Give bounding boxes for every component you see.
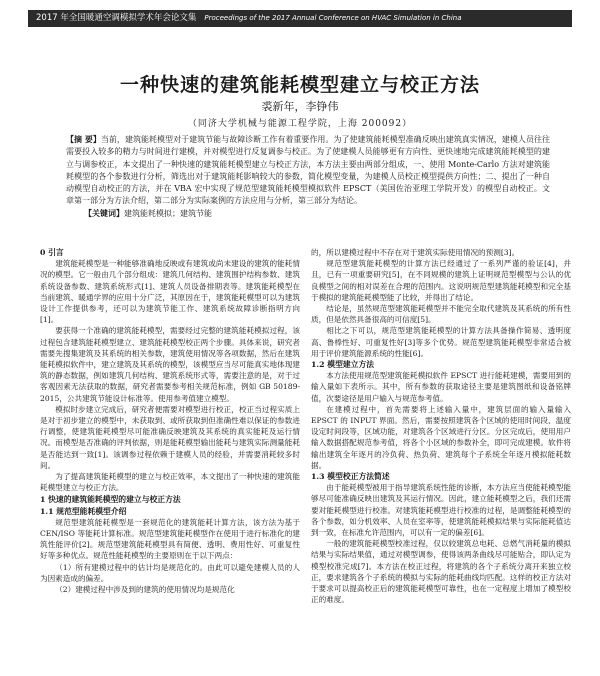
paragraph: （2）建模过程中涉及到的建筑的使用情况均是规范化 [55,585,235,595]
subsection-heading: 1.1 规范型能耗模型介绍 [40,506,127,516]
left-column [40,247,300,595]
authors: 裘新年，李铮伟 [261,100,339,113]
paragraph: 一般的建筑能耗模型校准过程，仅以较建筑总电耗、总燃气消耗量的模拟结果与实际结果值，通过对模型调参，使得该两条曲线尽可能贴合，即认定为模型校准完成[7]。本方法在校正过程，将建筑的各个子系统分离开来独立校正，要求建筑各个子系统的模拟与实际的能耗曲线均匹配。这样的校正方法对于要求可以提高校正后的建筑能耗模型可靠性，也在一定程度上增加了模型校正的难度。 [311,539,571,605]
paragraph: 模拟时步建立完成后，研究者便需要对模型进行校正，校正当过程实质上是对于初步建立的模型中，未获取到、或所获取到但准确性难以保证的参数进行调整，使建筑能耗模型尽可能准确反映建筑及其系统的真实能耗及运行情况。而模型是否准确的评判依据，则是能耗模型输出能耗与建筑实际测量能耗是否能达到一致[1]。该调参过程依赖于建模人员的经验，并需要消耗较多时间。 [40,404,300,470]
header-right: Proceedings of the 2017 Annual Conference on HVAC Simulation in China [204,14,462,22]
paragraph: 本方法使用规范型建筑能耗模拟软件 EPSCT 进行能耗建模，需要用到的输入量如下表所示。其中，所有参数的获取途径主要是建筑图纸和设备铭牌值，次要途径是用户输入与规范参考值。 [311,371,571,403]
right-column [311,247,571,606]
header-left: 2017 年全国暖通空调模拟学术年会论文集 [36,13,197,23]
paragraph: 规范型建筑能耗模型是一套规范化的建筑能耗计算方法，该方法为基于 CEN/ISO 等能耗计算标准。规范型建筑能耗模型作在使用于进行标准化的建筑性能评价[2]。规范型建筑能耗模型具有简便、透明、费用性好、可重复性好等多种优点。规范性能耗模型的主要原则在于以下两点： [40,517,300,561]
abstract-label: 【摘 要】 [66,134,101,144]
keywords-label: 【关键词】 [84,208,124,218]
paragraph: （1）所有建模过程中的估计均是规范化的。由此可以避免建模人员的人为因素造成的偏差。 [40,562,300,583]
section-heading: 1 快速的建筑能耗模型的建立与校正方法 [40,495,181,505]
paragraph: 建筑能耗模型是一种能够准确地反映或有建筑或尚未建设的建筑的能耗情况的模型。它一般由几个部分组成：建筑几何结构、建筑围护结构参数、建筑系统设备参数、建筑系统形式[1]、建筑人员设备排期表等。建筑能耗模型在当前建筑、暖通学界的应用十分广泛，其原因在于，建筑能耗模型可以为建筑设计工作提供参考，还可以为建筑节能工作、建筑系统故障诊断指明方向[1]。 [40,259,300,325]
subsection-heading: 1.2 模型建立方法 [311,360,375,370]
keywords-text: 建筑能耗模拟；建筑节能 [124,209,212,218]
paper-title: 一种快速的建筑能耗模型建立与校正方法 [119,74,480,96]
keywords [84,208,212,219]
abstract [66,133,550,208]
abstract-text: 当前，建筑能耗模型对于建筑节能与故障诊断工作有着重要作用。为了使建筑能耗模型准确反映出建筑真实情况，建模人员往往需要投入较多的精力与时间进行建模，并对模型进行反复调参与校正。为了使建模人员能够更有方向性、更快速地完成建筑能耗模型的建立与调参校正，本文提出了一种快速的建筑能耗模型建立与校正方法，本方法主要由两部分组成，一、使用 Monte-Carlo 方法对建筑能耗模型的各个参数进行分析，筛选出对于建筑能耗影响较大的参数，简化模型变量，为建模人员校正模型提供方向性；二、提出了一种自动模型自动校正的方法，并在 VBA 宏中实现了规范型建筑能耗模型模拟软件 EPSCT（美国佐治亚理工学院开发）的模型自动校正。文章第一部分为方法介绍，第二部分为实际案例的方法应用与分析，第三部分为结论。 [66,135,550,206]
paragraph: 的，所以建模过程中不存在对于建筑实际使用情况的预测[3]。 [311,248,520,257]
paragraph: 结论是，虽然规范型建筑能耗模型并不能完全取代建筑及其系统的所有性质，但是依然具备很高的可信度[5]。 [311,304,571,325]
paragraph: 要获得一个准确的建筑能耗模型，需要经过完整的建筑能耗模拟过程，该过程包含建筑能耗模型建立、建筑能耗模型校正两个步骤。具体来说，研究者需要先搜集建筑及其系统的相关参数，建筑使用情况等各项数据，然后在建筑能耗模拟软件中，建立建筑及其系统的模型，该模型应当尽可能真实地体现建筑的静态数据，例如建筑几何结构、建筑系统形式等，需要注意的是，对于过客观因素无法获取的数据，研究者需要参考相关规范标准，例如 GB 50189-2015，公共建筑节能设计标准等。使用参考值建立模型。 [40,326,300,403]
paragraph: 在建模过程中，首先需要将上述输入量中，建筑层面的输入量输入 EPSCT 的 INPUT 界面。然后，需要按照建筑各个区域的使用时间段、温度设定时间段等，区域功能，对建筑各个区域进行分区。分区完成后，使用用户输入数据搭配规范参考值，将各个小区域的参数补全，即可完成建模。软件将输出建筑全年逐月的冷负荷、热负荷、建筑每个子系统全年逐月模拟能耗数据。 [311,404,571,470]
paragraph: 由于能耗模型被用于指导建筑系统性能的诊断，本方法应当使能耗模型能够尽可能准确反映出建筑及其运行情况。因此，建立能耗模型之后，我们还需要对能耗模型进行校准。对建筑能耗模型进行校准的过程，是调整能耗模型的各个参数，如分机效率、人员在室率等，使建筑能耗模拟结果与实际能耗值达到一致，在标准允许范围内，可以有一定的偏差[6]。 [311,483,571,538]
subsection-heading: 1.3 模型校正方法简述 [311,472,390,482]
paragraph: 规范型建筑能耗模型的计算方法已经通过了一系列严谨的验证[4]，并且，已有一项重要研究[5]，在不同规模的建筑上证明规范型模型与公认的优良模型之间的相对误差在合理的范围内。这说明规范型建筑能耗模型和完全基于模拟的建筑能耗模型能了比较，并得出了结论。 [311,259,571,302]
section-heading: 0 引言 [40,248,64,257]
paragraph: 为了提高建筑能耗模型的建立与校正效率，本文提出了一种快速的建筑能耗模型建立与校正方法。 [40,472,300,493]
affiliation: （同济大学机械与能源工程学院，上海 200092） [187,119,413,129]
paragraph: 相比之下可以，规范型建筑能耗模型的计算方法具备操作简易、透明度高、鲁棒性好、可重复性好[3]等多个优势。规范型建筑能耗模型非常适合被用于评价建筑能源系统的性能[6]。 [311,326,571,358]
running-header [28,10,572,27]
